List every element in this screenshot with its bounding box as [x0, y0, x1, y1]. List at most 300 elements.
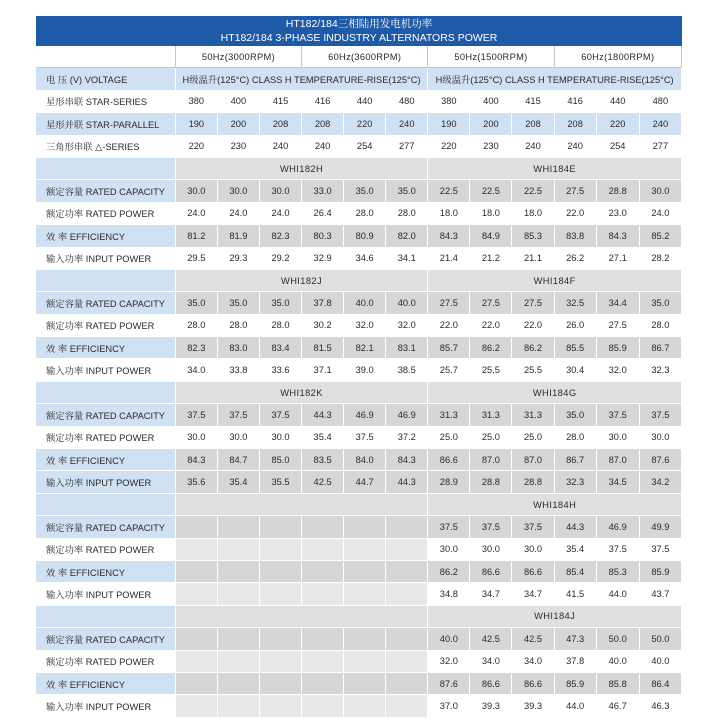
left-value: 80.9 [344, 225, 386, 247]
right-value: 86.6 [470, 672, 512, 694]
connection-row [36, 135, 682, 157]
voltage-value: 440 [596, 90, 639, 112]
right-value: 85.8 [596, 672, 639, 694]
row-label-efficiency: 效 率 EFFICIENCY [36, 449, 175, 471]
left-model-name [175, 493, 428, 515]
data-row-power [36, 650, 682, 672]
right-value: 86.2 [512, 337, 554, 359]
data-row-efficiency [36, 672, 682, 694]
right-value: 25.5 [512, 359, 554, 381]
data-row-input [36, 695, 682, 717]
right-value: 86.4 [639, 672, 681, 694]
voltage-value: 208 [512, 113, 554, 135]
row-label-power: 额定功率 RATED POWER [36, 314, 175, 336]
frequency-header: 50Hz(3000RPM) [175, 46, 301, 68]
left-value: 39.0 [344, 359, 386, 381]
voltage-value: 440 [344, 90, 386, 112]
left-value: 30.0 [259, 426, 301, 448]
header-corner-cell [36, 46, 175, 68]
right-value: 34.5 [596, 471, 639, 493]
right-value: 46.9 [596, 516, 639, 538]
left-value: 83.4 [259, 337, 301, 359]
left-value: 24.0 [217, 202, 259, 224]
right-value: 37.5 [639, 404, 681, 426]
right-value: 39.3 [512, 695, 554, 717]
right-value: 23.0 [596, 202, 639, 224]
empty-cell [386, 583, 428, 605]
right-value: 22.0 [428, 314, 470, 336]
voltage-value: 416 [302, 90, 344, 112]
left-value: 24.0 [175, 202, 217, 224]
data-row-capacity [36, 628, 682, 650]
right-value: 28.0 [554, 426, 596, 448]
right-value: 86.2 [428, 560, 470, 582]
data-row-input [36, 471, 682, 493]
empty-cell [217, 583, 259, 605]
right-value: 30.0 [596, 426, 639, 448]
frequency-header: 60Hz(1800RPM) [554, 46, 681, 68]
empty-cell [344, 650, 386, 672]
row-label-capacity: 额定容量 RATED CAPACITY [36, 628, 175, 650]
connection-row [36, 113, 682, 135]
left-value: 35.0 [344, 180, 386, 202]
voltage-value: 240 [386, 113, 428, 135]
right-value: 22.5 [428, 180, 470, 202]
right-value: 34.4 [596, 292, 639, 314]
model-header-row [36, 157, 682, 179]
right-value: 37.8 [554, 650, 596, 672]
left-value: 24.0 [259, 202, 301, 224]
voltage-value: 415 [512, 90, 554, 112]
right-value: 87.0 [512, 449, 554, 471]
right-value: 34.0 [470, 650, 512, 672]
right-value: 30.4 [554, 359, 596, 381]
data-row-capacity [36, 404, 682, 426]
data-row-efficiency [36, 560, 682, 582]
right-value: 40.0 [639, 650, 681, 672]
right-value: 37.5 [639, 538, 681, 560]
left-value: 40.0 [386, 292, 428, 314]
voltage-value: 380 [428, 90, 470, 112]
voltage-value: 415 [259, 90, 301, 112]
right-value: 86.6 [428, 449, 470, 471]
empty-cell [217, 695, 259, 717]
voltage-value: 254 [596, 135, 639, 157]
left-value: 46.9 [344, 404, 386, 426]
right-model-name: WHI184H [428, 493, 682, 515]
voltage-value: 220 [175, 135, 217, 157]
left-value: 37.5 [217, 404, 259, 426]
voltage-value: 230 [217, 135, 259, 157]
title-bar [36, 16, 682, 46]
right-model-name: WHI184E [428, 157, 682, 179]
right-value: 37.5 [596, 404, 639, 426]
right-value: 27.5 [512, 292, 554, 314]
left-value: 35.0 [217, 292, 259, 314]
left-value: 35.4 [302, 426, 344, 448]
empty-cell [386, 672, 428, 694]
right-value: 22.5 [512, 180, 554, 202]
empty-cell [175, 560, 217, 582]
left-value: 32.0 [344, 314, 386, 336]
row-label-efficiency: 效 率 EFFICIENCY [36, 225, 175, 247]
empty-cell [344, 516, 386, 538]
voltage-value: 400 [217, 90, 259, 112]
data-row-power [36, 314, 682, 336]
right-value: 32.5 [554, 292, 596, 314]
voltage-value: 416 [554, 90, 596, 112]
left-value: 29.2 [259, 247, 301, 269]
right-value: 30.0 [470, 538, 512, 560]
right-value: 30.0 [639, 426, 681, 448]
empty-cell [259, 672, 301, 694]
left-value: 85.0 [259, 449, 301, 471]
row-label-capacity: 额定容量 RATED CAPACITY [36, 404, 175, 426]
row-label-efficiency: 效 率 EFFICIENCY [36, 337, 175, 359]
left-value: 46.9 [386, 404, 428, 426]
right-value: 37.5 [596, 538, 639, 560]
voltage-value: 277 [386, 135, 428, 157]
right-value: 85.9 [554, 672, 596, 694]
empty-cell [259, 538, 301, 560]
row-label-input: 输入功率 INPUT POWER [36, 583, 175, 605]
left-value: 82.3 [175, 337, 217, 359]
voltage-value: 400 [470, 90, 512, 112]
right-value: 18.0 [512, 202, 554, 224]
empty-cell [175, 672, 217, 694]
left-value: 30.0 [217, 180, 259, 202]
row-label-input: 输入功率 INPUT POWER [36, 247, 175, 269]
empty-cell [175, 583, 217, 605]
voltage-value: 240 [259, 135, 301, 157]
empty-cell [302, 695, 344, 717]
data-row-power [36, 538, 682, 560]
left-value: 84.3 [386, 449, 428, 471]
right-value: 32.3 [554, 471, 596, 493]
frequency-header-row [36, 46, 682, 68]
left-value: 34.0 [175, 359, 217, 381]
empty-cell [259, 583, 301, 605]
right-value: 25.0 [428, 426, 470, 448]
right-value: 84.3 [428, 225, 470, 247]
connection-label: 星形串联 STAR-SERIES [36, 90, 175, 112]
right-value: 31.3 [428, 404, 470, 426]
right-value: 34.0 [512, 650, 554, 672]
left-value: 40.0 [344, 292, 386, 314]
empty-cell [386, 538, 428, 560]
left-value: 84.3 [175, 449, 217, 471]
right-value: 85.2 [639, 225, 681, 247]
right-value: 86.7 [639, 337, 681, 359]
empty-cell [344, 583, 386, 605]
left-value: 84.7 [217, 449, 259, 471]
left-value: 82.1 [344, 337, 386, 359]
empty-cell [259, 650, 301, 672]
voltage-label: 电 压 (V) VOLTAGE [36, 68, 175, 90]
right-value: 28.8 [470, 471, 512, 493]
empty-cell [175, 516, 217, 538]
right-value: 26.2 [554, 247, 596, 269]
data-row-input [36, 247, 682, 269]
empty-cell [217, 672, 259, 694]
right-value: 35.4 [554, 538, 596, 560]
right-value: 85.3 [596, 560, 639, 582]
left-value: 30.0 [259, 180, 301, 202]
right-value: 34.7 [470, 583, 512, 605]
right-value: 18.0 [470, 202, 512, 224]
data-row-power [36, 202, 682, 224]
right-value: 27.5 [428, 292, 470, 314]
right-value: 86.7 [554, 449, 596, 471]
right-value: 28.2 [639, 247, 681, 269]
left-value: 35.0 [259, 292, 301, 314]
right-value: 30.0 [512, 538, 554, 560]
empty-cell [302, 628, 344, 650]
left-value: 37.5 [175, 404, 217, 426]
data-row-input [36, 583, 682, 605]
left-value: 30.0 [175, 180, 217, 202]
left-value: 26.4 [302, 202, 344, 224]
row-label-input: 输入功率 INPUT POWER [36, 695, 175, 717]
right-value: 27.5 [554, 180, 596, 202]
model-header-row [36, 493, 682, 515]
row-label-capacity: 额定容量 RATED CAPACITY [36, 180, 175, 202]
right-value: 37.5 [512, 516, 554, 538]
right-value: 22.0 [554, 202, 596, 224]
left-model-name: WHI182K [175, 381, 428, 403]
temperature-rise-left: H级温升(125°C) CLASS H TEMPERATURE-RISE(125°C) [175, 68, 428, 90]
row-label-capacity: 额定容量 RATED CAPACITY [36, 292, 175, 314]
voltage-value: 220 [344, 113, 386, 135]
empty-cell [259, 695, 301, 717]
right-value: 27.1 [596, 247, 639, 269]
empty-cell [217, 560, 259, 582]
left-value: 83.0 [217, 337, 259, 359]
left-value: 28.0 [217, 314, 259, 336]
right-value: 87.0 [596, 449, 639, 471]
empty-cell [302, 538, 344, 560]
power-table-sheet [36, 16, 682, 718]
left-value: 35.4 [217, 471, 259, 493]
empty-cell [302, 583, 344, 605]
left-model-name [175, 605, 428, 627]
frequency-header: 50Hz(1500RPM) [428, 46, 554, 68]
left-value: 37.8 [302, 292, 344, 314]
right-value: 25.5 [470, 359, 512, 381]
right-value: 50.0 [596, 628, 639, 650]
voltage-value: 254 [344, 135, 386, 157]
right-value: 85.3 [512, 225, 554, 247]
right-value: 44.3 [554, 516, 596, 538]
voltage-value: 240 [302, 135, 344, 157]
frequency-header: 60Hz(3600RPM) [302, 46, 428, 68]
row-label-efficiency: 效 率 EFFICIENCY [36, 672, 175, 694]
empty-cell [344, 695, 386, 717]
data-row-power [36, 426, 682, 448]
right-value: 87.0 [470, 449, 512, 471]
right-model-name: WHI184J [428, 605, 682, 627]
empty-cell [386, 628, 428, 650]
voltage-value: 480 [639, 90, 681, 112]
left-value: 34.1 [386, 247, 428, 269]
left-value: 30.0 [217, 426, 259, 448]
model-header-blank [36, 157, 175, 179]
empty-cell [386, 650, 428, 672]
row-label-power: 额定功率 RATED POWER [36, 426, 175, 448]
left-value: 35.0 [386, 180, 428, 202]
left-value: 32.0 [386, 314, 428, 336]
left-value: 82.3 [259, 225, 301, 247]
data-row-capacity [36, 180, 682, 202]
right-value: 83.8 [554, 225, 596, 247]
right-value: 42.5 [512, 628, 554, 650]
right-value: 24.0 [639, 202, 681, 224]
right-value: 34.2 [639, 471, 681, 493]
left-model-name: WHI182J [175, 269, 428, 291]
voltage-value: 200 [470, 113, 512, 135]
right-value: 84.9 [470, 225, 512, 247]
left-value: 30.0 [175, 426, 217, 448]
empty-cell [386, 695, 428, 717]
left-value: 84.0 [344, 449, 386, 471]
voltage-value: 380 [175, 90, 217, 112]
data-row-efficiency [36, 225, 682, 247]
right-value: 85.9 [596, 337, 639, 359]
voltage-value: 240 [554, 135, 596, 157]
voltage-value: 208 [259, 113, 301, 135]
left-value: 44.3 [386, 471, 428, 493]
right-value: 37.5 [470, 516, 512, 538]
right-value: 37.0 [428, 695, 470, 717]
right-value: 40.0 [428, 628, 470, 650]
left-value: 35.5 [259, 471, 301, 493]
row-label-input: 输入功率 INPUT POWER [36, 359, 175, 381]
voltage-value: 208 [554, 113, 596, 135]
voltage-value: 220 [428, 135, 470, 157]
right-value: 37.5 [428, 516, 470, 538]
voltage-value: 208 [302, 113, 344, 135]
row-label-input: 输入功率 INPUT POWER [36, 471, 175, 493]
left-value: 34.6 [344, 247, 386, 269]
right-value: 86.6 [512, 672, 554, 694]
left-model-name: WHI182H [175, 157, 428, 179]
right-model-name: WHI184F [428, 269, 682, 291]
left-value: 33.0 [302, 180, 344, 202]
left-value: 81.2 [175, 225, 217, 247]
empty-cell [302, 516, 344, 538]
right-value: 22.0 [512, 314, 554, 336]
right-value: 26.0 [554, 314, 596, 336]
right-value: 28.0 [639, 314, 681, 336]
left-value: 28.0 [344, 202, 386, 224]
voltage-value: 190 [175, 113, 217, 135]
model-header-row [36, 381, 682, 403]
right-value: 39.3 [470, 695, 512, 717]
voltage-value: 200 [217, 113, 259, 135]
right-value: 22.5 [470, 180, 512, 202]
right-value: 32.3 [639, 359, 681, 381]
right-value: 32.0 [428, 650, 470, 672]
right-value: 87.6 [639, 449, 681, 471]
right-value: 50.0 [639, 628, 681, 650]
voltage-value: 240 [639, 113, 681, 135]
left-value: 32.9 [302, 247, 344, 269]
right-value: 44.0 [596, 583, 639, 605]
connection-label: 星形并联 STAR-PARALLEL [36, 113, 175, 135]
row-label-power: 额定功率 RATED POWER [36, 538, 175, 560]
row-label-power: 额定功率 RATED POWER [36, 650, 175, 672]
voltage-value: 277 [639, 135, 681, 157]
empty-cell [302, 672, 344, 694]
right-value: 49.9 [639, 516, 681, 538]
empty-cell [175, 538, 217, 560]
model-header-blank [36, 493, 175, 515]
voltage-row [36, 68, 682, 90]
right-value: 32.0 [596, 359, 639, 381]
right-value: 25.7 [428, 359, 470, 381]
left-value: 83.5 [302, 449, 344, 471]
left-value: 30.2 [302, 314, 344, 336]
empty-cell [259, 516, 301, 538]
left-value: 83.1 [386, 337, 428, 359]
right-value: 44.0 [554, 695, 596, 717]
right-value: 30.0 [428, 538, 470, 560]
right-value: 21.4 [428, 247, 470, 269]
left-value: 37.1 [302, 359, 344, 381]
empty-cell [386, 560, 428, 582]
model-header-row [36, 605, 682, 627]
left-value: 35.0 [175, 292, 217, 314]
right-value: 41.5 [554, 583, 596, 605]
left-value: 28.0 [259, 314, 301, 336]
right-value: 85.5 [554, 337, 596, 359]
left-value: 37.5 [344, 426, 386, 448]
right-value: 28.9 [428, 471, 470, 493]
empty-cell [259, 560, 301, 582]
right-model-name: WHI184G [428, 381, 682, 403]
right-value: 18.0 [428, 202, 470, 224]
row-label-capacity: 额定容量 RATED CAPACITY [36, 516, 175, 538]
left-value: 38.5 [386, 359, 428, 381]
empty-cell [344, 560, 386, 582]
empty-cell [217, 650, 259, 672]
right-value: 30.0 [639, 180, 681, 202]
left-value: 35.6 [175, 471, 217, 493]
left-value: 81.9 [217, 225, 259, 247]
right-value: 31.3 [470, 404, 512, 426]
left-value: 81.5 [302, 337, 344, 359]
row-label-power: 额定功率 RATED POWER [36, 202, 175, 224]
right-value: 85.9 [639, 560, 681, 582]
empty-cell [259, 628, 301, 650]
voltage-value: 230 [470, 135, 512, 157]
model-header-blank [36, 605, 175, 627]
title-english: HT182/184 3-PHASE INDUSTRY ALTERNATORS POWER [220, 32, 498, 44]
right-value: 35.0 [639, 292, 681, 314]
empty-cell [344, 672, 386, 694]
connection-label: 三角形串联 △-SERIES [36, 135, 175, 157]
temperature-rise-right: H级温升(125°C) CLASS H TEMPERATURE-RISE(125°C) [428, 68, 682, 90]
empty-cell [344, 628, 386, 650]
connection-row [36, 90, 682, 112]
data-row-capacity [36, 516, 682, 538]
right-value: 86.2 [470, 337, 512, 359]
right-value: 42.5 [470, 628, 512, 650]
right-value: 25.0 [512, 426, 554, 448]
data-row-efficiency [36, 337, 682, 359]
left-value: 44.3 [302, 404, 344, 426]
empty-cell [386, 516, 428, 538]
